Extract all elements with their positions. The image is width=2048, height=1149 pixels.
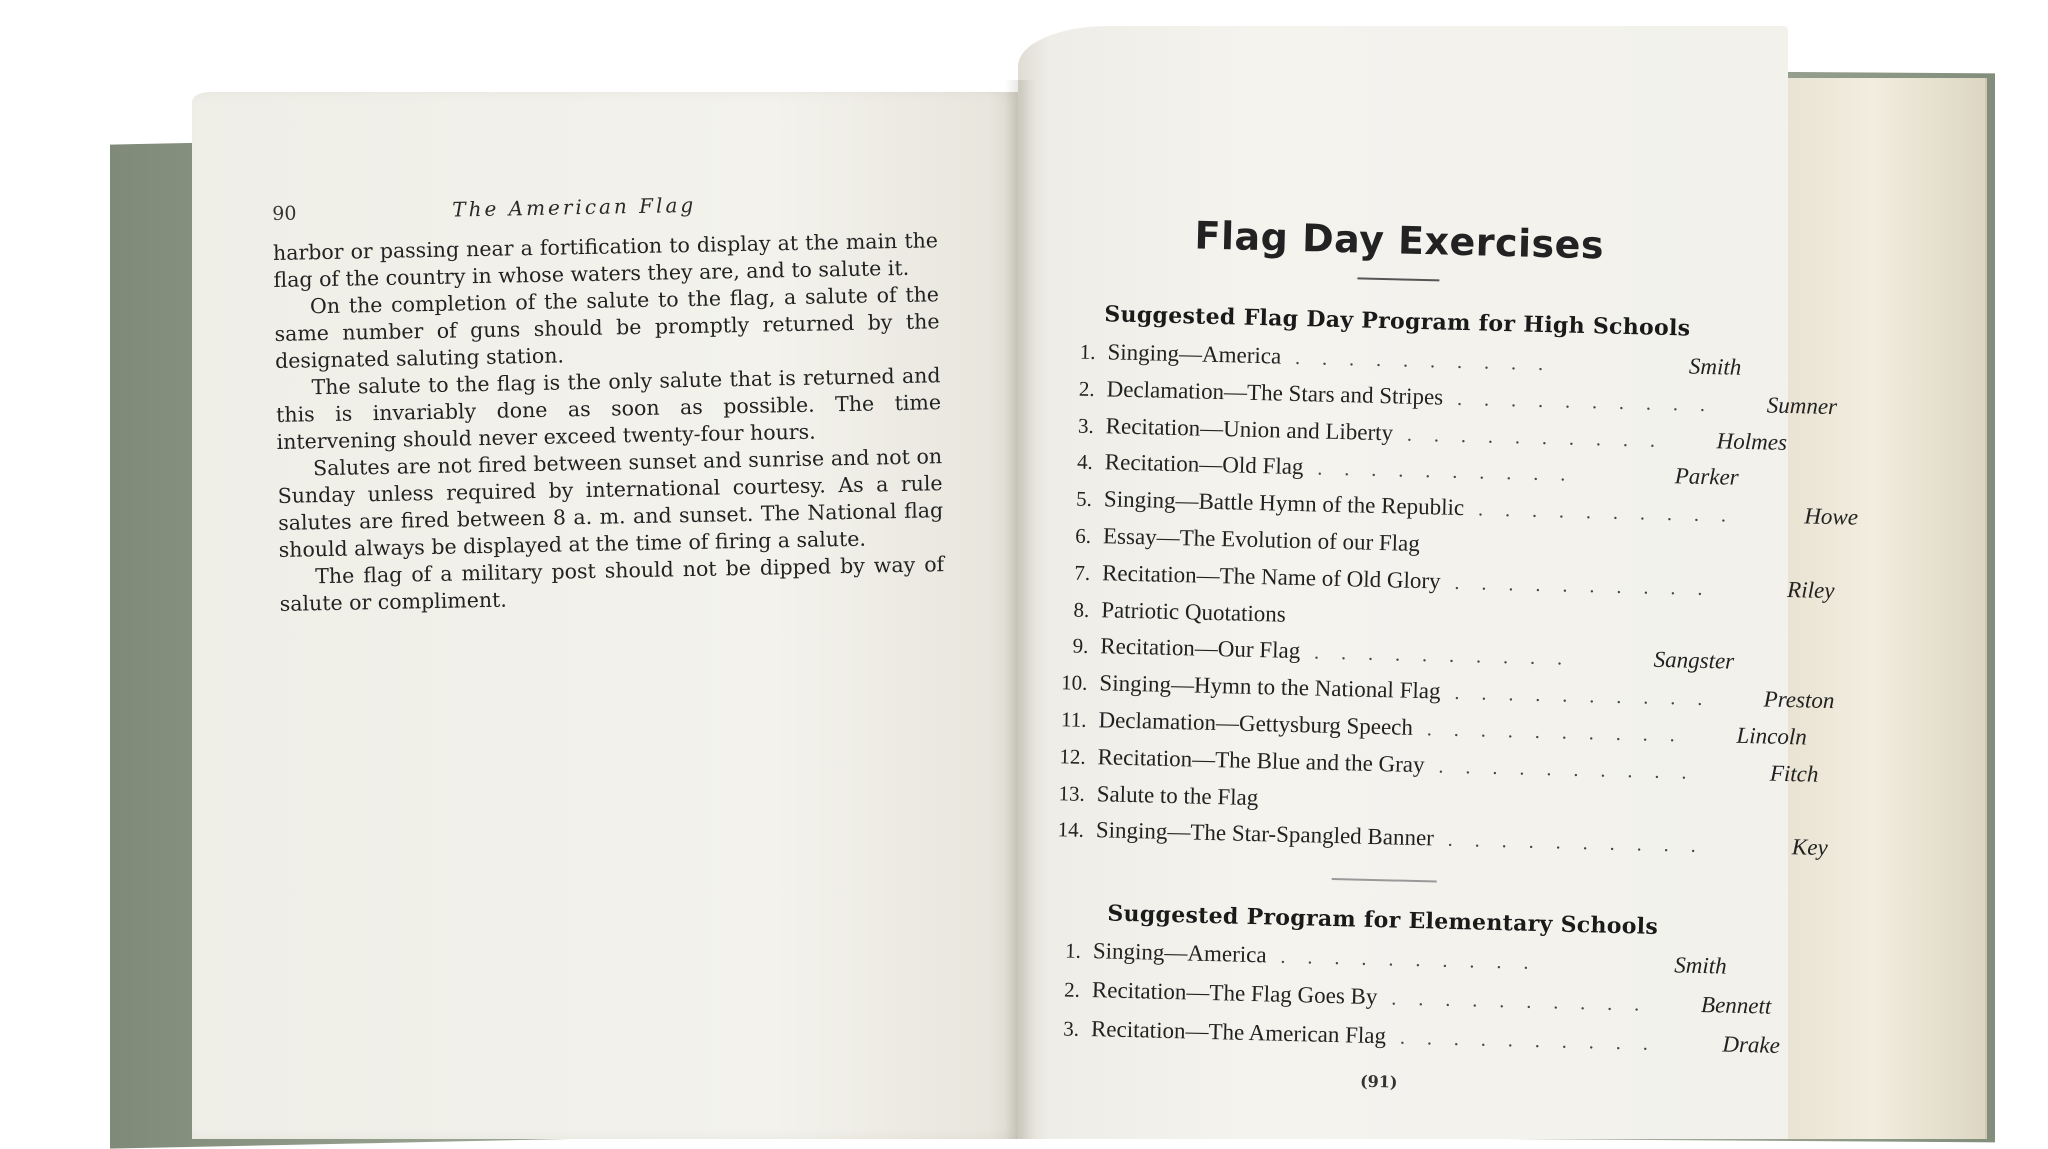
leader-dots: .......... <box>1391 987 1662 1017</box>
item-number: 1. <box>1079 339 1096 365</box>
item-number: 8. <box>1073 597 1090 622</box>
item-title: Salute to the Flag <box>1096 780 1259 810</box>
book-gutter <box>1005 80 1035 1139</box>
leader-dots: .......... <box>1313 641 1585 671</box>
leader-dots: .......... <box>1477 498 1749 528</box>
page-number-left: 90 <box>272 202 297 225</box>
item-number: 9. <box>1072 633 1089 659</box>
item-number: 5. <box>1075 486 1093 512</box>
leader-dots: .......... <box>1454 682 1725 711</box>
paragraph: The flag of a military post should not be dipped by way of salute or compliment. <box>279 552 945 616</box>
leader-dots: .......... <box>1317 457 1588 487</box>
item-number: 13. <box>1058 780 1086 806</box>
item-author: Preston <box>1763 686 1835 714</box>
item-title: Singing—Hymn to the National Flag <box>1099 670 1441 704</box>
item-number: 2. <box>1063 977 1081 1002</box>
right-page-text <box>1034 210 1859 1100</box>
leader-dots: .......... <box>1456 387 1728 417</box>
leader-dots: .......... <box>1294 346 1566 376</box>
paragraph: On the completion of the salute to the flag, a salute of the same number of guns should be promptly returned by the designated saluting station. <box>274 282 940 373</box>
item-number: 10. <box>1060 670 1088 696</box>
item-number: 12. <box>1059 744 1086 769</box>
item-author: Lincoln <box>1736 722 1808 750</box>
item-number: 1. <box>1064 938 1082 964</box>
item-number: 3. <box>1062 1016 1080 1041</box>
leader-dots: .......... <box>1399 1026 1671 1056</box>
leader-dots: .......... <box>1447 829 1719 858</box>
page-stack-edge <box>1760 78 1987 1139</box>
item-title: Singing—America <box>1107 339 1282 369</box>
item-author: Parker <box>1674 463 1739 491</box>
high-school-program <box>1039 300 1859 870</box>
item-title: Declamation—The Stars and Stripes <box>1106 376 1444 410</box>
leader-dots: .......... <box>1426 718 1698 747</box>
item-number: 11. <box>1060 707 1087 732</box>
item-title: Singing—Battle Hymn of the Republic <box>1103 486 1465 521</box>
item-number: 2. <box>1078 376 1095 401</box>
item-author: Sangster <box>1653 647 1735 675</box>
paragraph: The salute to the flag is the only salute that is returned and this is invariably done as soon as possible. The time intervening should never exceed twenty-four hours. <box>275 363 942 454</box>
program-list <box>1039 338 1859 870</box>
item-title: Recitation—Our Flag <box>1100 633 1301 664</box>
item-title: Singing—The Star-Spangled Banner <box>1095 817 1435 851</box>
section-heading: Suggested Flag Day Program for High Schools <box>1104 301 1691 342</box>
paragraph: harbor or passing near a fortification to display at the main the flag of the country in whose waters they are, and to salute it. <box>272 228 939 292</box>
item-title: Patriotic Quotations <box>1100 596 1287 627</box>
item-author: Bennett <box>1700 992 1772 1019</box>
item-author: Fitch <box>1769 760 1819 787</box>
item-title: Recitation—The Blue and the Gray <box>1097 743 1425 777</box>
leader-dots: .......... <box>1406 423 1678 452</box>
item-author: Key <box>1791 834 1829 861</box>
program-list <box>1034 937 1781 1071</box>
item-author: Sumner <box>1766 392 1838 419</box>
item-title: Singing—America <box>1092 938 1267 968</box>
item-author: Riley <box>1786 576 1835 603</box>
item-title: Recitation—The American Flag <box>1090 1016 1387 1049</box>
item-title: Recitation—The Name of Old Glory <box>1101 560 1441 594</box>
item-title: Recitation—Old Flag <box>1104 449 1304 480</box>
item-author: Smith <box>1674 952 1728 979</box>
left-page-text <box>272 187 945 618</box>
item-title: Recitation—Union and Liberty <box>1105 412 1394 445</box>
item-number: 3. <box>1077 413 1095 438</box>
item-title: Recitation—The Flag Goes By <box>1091 977 1378 1010</box>
item-author: Drake <box>1722 1031 1781 1059</box>
title-divider <box>1357 277 1439 281</box>
leader-dots: .......... <box>1280 945 1551 975</box>
page-number-right: (91) <box>1359 1071 1398 1092</box>
item-number: 4. <box>1076 450 1094 475</box>
running-title: The American Flag <box>451 192 697 222</box>
item-number: 6. <box>1075 523 1092 548</box>
item-title: Declamation—Gettysburg Speech <box>1098 707 1414 740</box>
section-heading: Suggested Program for Elementary Schools <box>1107 900 1659 941</box>
page-title: Flag Day Exercises <box>1194 213 1605 268</box>
item-title: Essay—The Evolution of our Flag <box>1102 523 1421 556</box>
elementary-program <box>1034 899 1781 1071</box>
paragraph: Salutes are not fired between sunset and sunrise and not on Sunday unless required by international courtesy. As a rule salutes are fired between 8 a. m. and sunset. The National flag should always be displayed at the time of firing a salute. <box>277 444 944 562</box>
section-divider <box>1331 878 1436 883</box>
leader-dots: .......... <box>1438 755 1709 784</box>
item-author: Smith <box>1688 353 1742 380</box>
item-number: 14. <box>1057 817 1085 843</box>
leader-dots: .......... <box>1454 571 1725 601</box>
item-author: Howe <box>1804 503 1859 530</box>
item-number: 7. <box>1074 560 1091 585</box>
item-author: Holmes <box>1716 427 1788 455</box>
